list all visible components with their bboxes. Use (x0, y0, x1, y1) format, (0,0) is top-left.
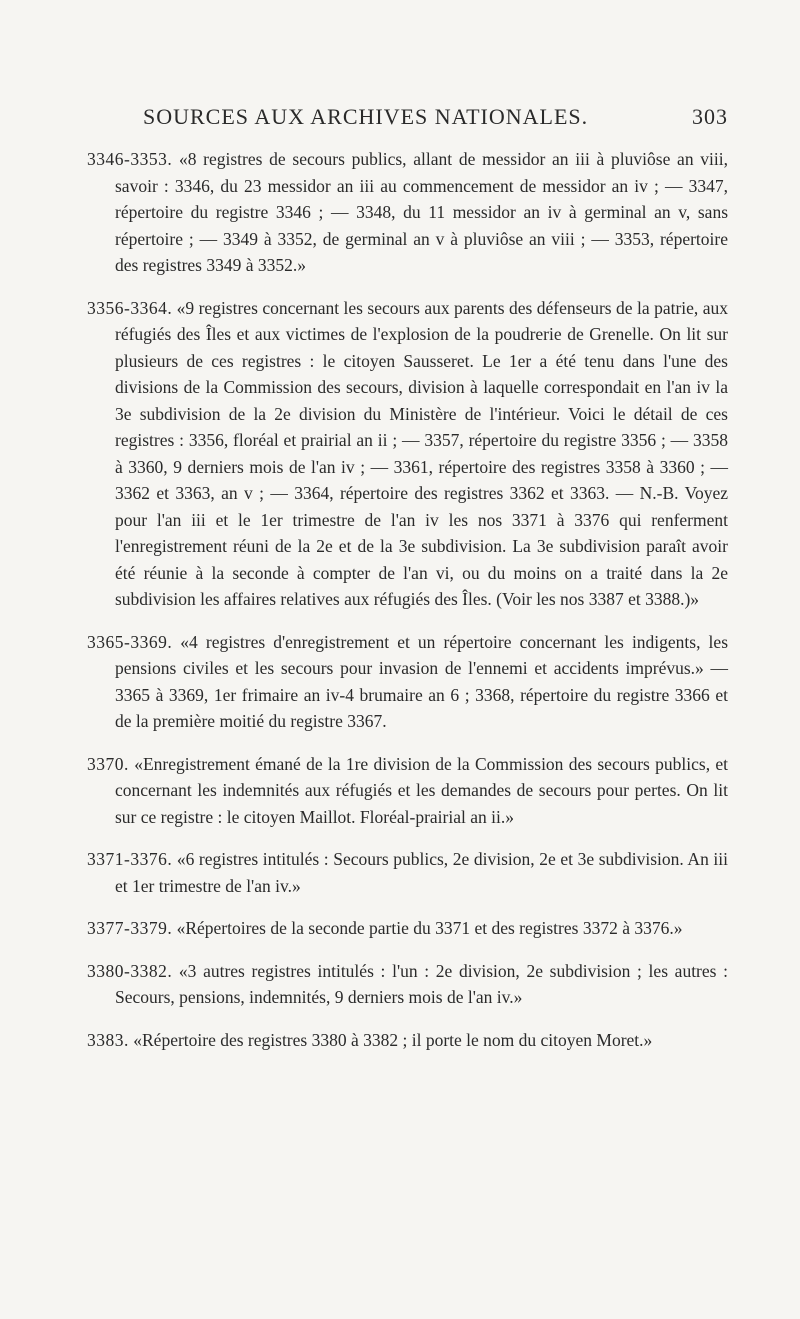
entry-3377-3379 (87, 915, 728, 942)
entry-text: «Répertoire des registres 3380 à 3382 ; il porte le nom du citoyen Moret.» (133, 1029, 653, 1050)
entry-ref: 3346-3353. (87, 149, 173, 169)
entry-3365-3369 (87, 629, 728, 735)
entry-text: «4 registres d'enregistrement et un répertoire concernant les indigents, les pensions civiles et les secours pour invasion de l'ennemi et accidents imprévus.» — 3365 à 3369, 1er frimaire an iv-4 brumaire an 6 ; 3368, répertoire du registre 3366 et de la première moitié du registre 3367. (115, 631, 729, 731)
entry-ref: 3370. (87, 753, 129, 774)
entry-ref: 3383. (87, 1029, 129, 1050)
entry-text: «Enregistrement émané de la 1re division de la Commission des secours publics, et concernant les indemnités aux réfugiés et les demandes de secours pour pertes. On lit sur ce registre : le citoyen Maillot. Floréal-prairial an ii.» (115, 753, 729, 827)
page-number: 303 (692, 104, 728, 129)
entry-3371-3376 (87, 846, 728, 899)
entry-ref: 3377-3379. (87, 918, 173, 938)
entry-3383 (87, 1027, 728, 1054)
entry-text: «8 registres de secours publics, allant de messidor an iii à pluviôse an viii, savoir : 3346, du 23 messidor an iii au commencement de messidor an iv ; — 3347, répertoire du registre 3346 ; — 3348, du 11 messidor an iv à germinal an v, sans répertoire ; — 3349 à 3352, de germinal an v à pluviôse an viii ; — 3353, répertoire des registres 3349 à 3352.» (115, 149, 729, 275)
entry-3370 (87, 751, 728, 831)
entry-ref: 3365-3369. (87, 631, 173, 652)
entry-ref: 3356-3364. (87, 297, 173, 318)
entry-3380-3382 (87, 958, 728, 1011)
entry-text: «3 autres registres intitulés : l'un : 2e division, 2e subdivision ; les autres : Secours, pensions, indemnités, 9 derniers mois de l'an iv.» (115, 960, 728, 1007)
running-header (87, 104, 728, 130)
entry-text: «9 registres concernant les secours aux parents des défenseurs de la patrie, aux réfugiés des Îles et aux victimes de l'explosion de la poudrerie de Grenelle. On lit sur plusieurs de ces registres : le citoyen Sausseret. Le 1er a été tenu dans l'une des divisions de la Commission des secours, division à laquelle correspondait en l'an iv la 3e subdivision de la 2e division du Ministère de l'intérieur. Voici le détail de ces registres : 3356, floréal et prairial an ii ; — 3357, répertoire du registre 3356 ; — 3358 à 3360, 9 derniers mois de l'an iv ; — 3361, répertoire des registres 3358 à 3360 ; — 3362 et 3363, an v ; — 3364, répertoire des registres 3362 et 3363. — N.-B. Voyez pour l'an iii et le 1er trimestre de l'an iv les nos 3371 à 3376 qui renferment l'enregistrement réuni de la 2e et de la 3e subdivision. La 3e subdivision paraît avoir été réunie à la seconde à compter de l'an vi, ou du moins on a traité dans la 2e subdivision les affaires relatives aux réfugiés des Îles. (Voir les nos 3387 et 3388.)» (115, 297, 728, 609)
entry-ref: 3380-3382. (87, 960, 173, 981)
entry-text: «Répertoires de la seconde partie du 3371 et des registres 3372 à 3376.» (176, 918, 683, 938)
entry-ref: 3371-3376. (87, 849, 173, 869)
entry-text: «6 registres intitulés : Secours publics, 2e division, 2e et 3e subdivision. An iii et 1er trimestre de l'an iv.» (115, 849, 728, 896)
entry-3346-3353 (87, 146, 728, 279)
entry-3356-3364 (87, 295, 728, 613)
header-title: SOURCES AUX ARCHIVES NATIONALES. (143, 104, 589, 129)
